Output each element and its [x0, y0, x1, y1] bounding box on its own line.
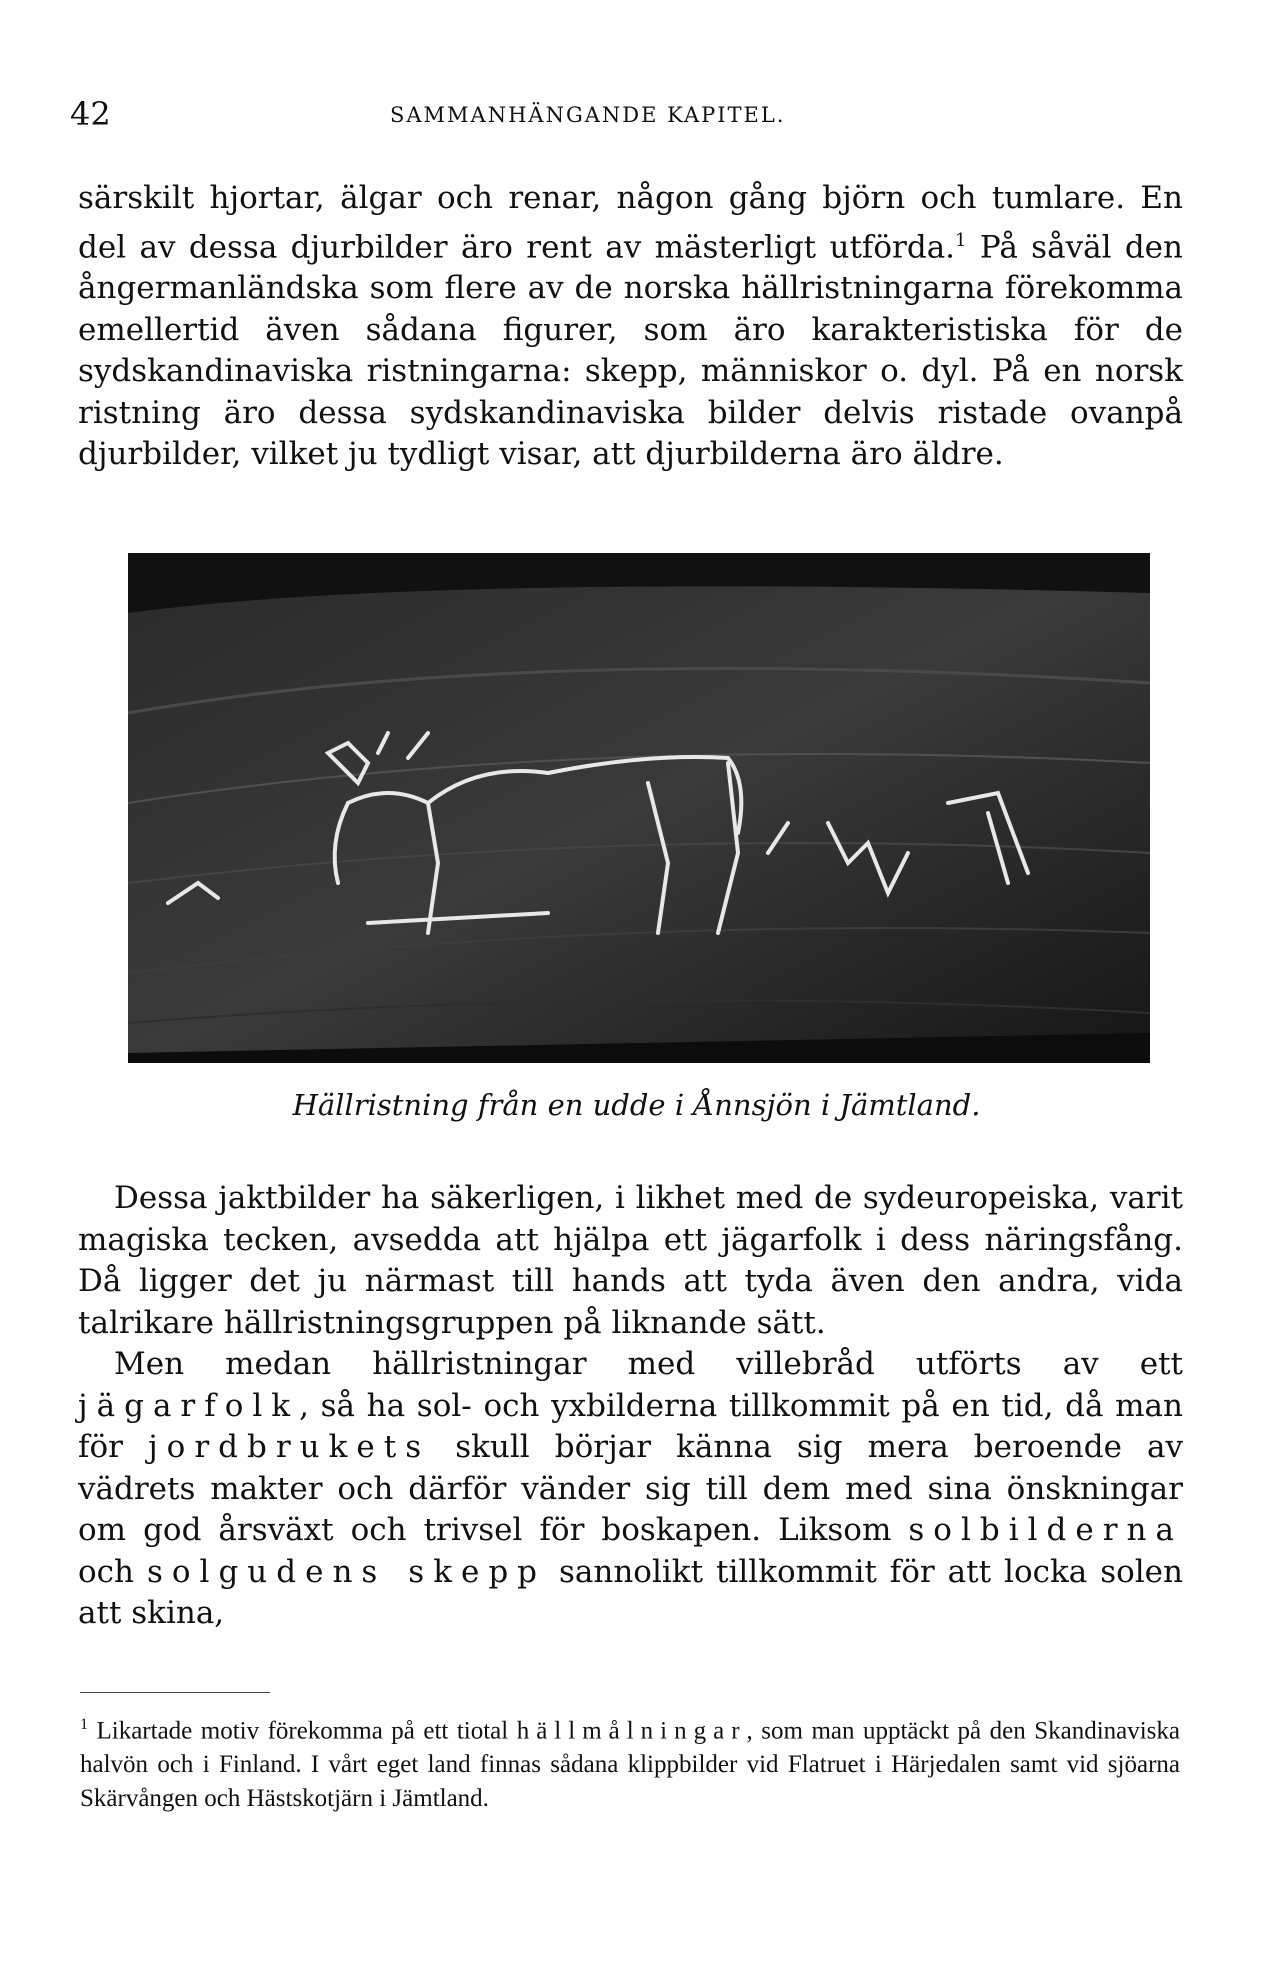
footnote-rule	[80, 1692, 270, 1693]
emphasis-jagarfolk: jägarfolk	[78, 1387, 300, 1424]
paragraph-1-continuation: På såväl den ångermanländska som flere av de norska hällristningarna förekomma emellertid även sådana figurer, som äro karakteristiska för de sydskandinaviska ristningarna: skepp, människor o. dyl. På en norsk ristning äro dessa sydskandinaviska bilder delvis ristade ovanpå djurbilder, vilket ju tydligt visar, att djurbilderna äro äldre.	[78, 228, 1183, 473]
paragraph-2: Dessa jaktbilder ha säkerligen, i likhet med de sydeuropeiska, varit magiska tecken, avsedda att hjälpa ett jägarfolk i dess näringsfång. Då ligger det ju närmast till hands att tyda även den andra, vida talrikare hällristningsgruppen på liknande sätt.	[78, 1180, 1183, 1341]
footnote-ref: 1	[955, 229, 967, 251]
footnote-marker: 1	[80, 1716, 88, 1733]
body-text-top	[78, 178, 1183, 476]
paragraph-3-part-5: sannolikt tillkommit för att locka solen att skina,	[78, 1553, 1183, 1631]
paragraph-1	[78, 178, 1183, 476]
emphasis-solbilderna: solbilderna	[908, 1512, 1183, 1548]
rock-carving-image	[128, 553, 1150, 1063]
footnote-text	[80, 1708, 1180, 1816]
emphasis-hallmalningar: hällmålningar	[516, 1717, 747, 1745]
emphasis-jordbrukets: jordbrukets	[148, 1429, 431, 1465]
footnote-text-2: , som man upptäckt på den Skandinaviska halvön och i Finland. I vårt eget land finnas sådana klippbilder vid Flatruet i Härjedalen samt vid sjöarna Skärvången och Hästskotjärn i Jämtland.	[80, 1717, 1181, 1813]
paragraph-3-part-3: skull börjar känna sig mera beroende av vädrets makter och därför vänder sig till dem med sina önskningar om god årsväxt och trivsel för boskapen. Liksom	[78, 1429, 1184, 1548]
page-header	[70, 95, 1210, 135]
paragraph-1-text: särskilt hjortar, älgar och renar, någon gång björn och tumlare. En del av dessa djurbilder äro rent av mästerligt utförda.	[78, 180, 1183, 265]
footnote	[80, 1708, 1180, 1816]
footnote-text-1: Likartade motiv förekomma på ett tiotal	[96, 1717, 509, 1745]
body-text-bottom	[78, 1178, 1183, 1635]
paragraph-3	[78, 1344, 1183, 1635]
page-number: 42	[70, 95, 111, 133]
paragraph-3-part-2: , så ha sol- och yxbilderna tillkommit på en tid, då man för	[78, 1387, 1183, 1465]
paragraph-3-part-1: Men medan hällristningar med villebråd utförts av ett	[114, 1346, 1183, 1382]
figure-caption: Hällristning från en udde i Ånnsjön i Jämtland.	[292, 1088, 981, 1122]
running-head: SAMMANHÄNGANDE KAPITEL.	[390, 103, 786, 127]
emphasis-solgudens-skepp: solgudens skepp	[146, 1553, 547, 1590]
rock-carving-photo	[128, 553, 1150, 1063]
paragraph-3-part-4: och	[78, 1553, 134, 1590]
